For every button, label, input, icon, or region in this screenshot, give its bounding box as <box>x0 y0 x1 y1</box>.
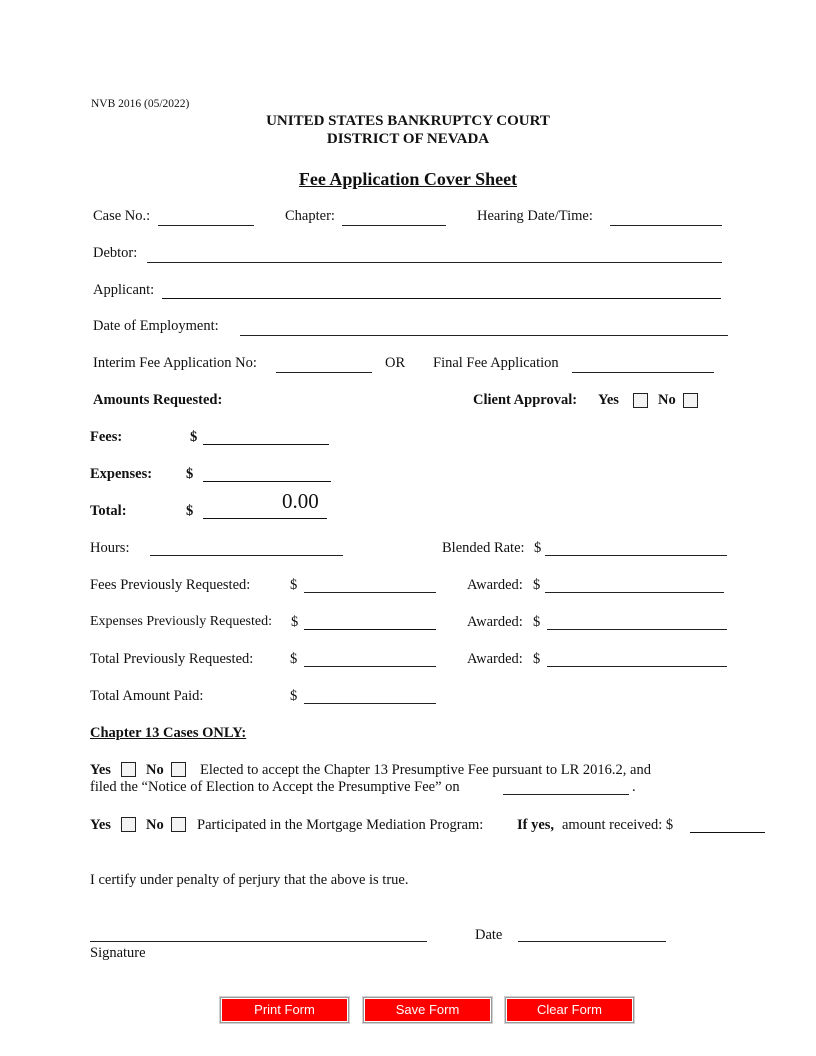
total-paid-currency: $ <box>290 688 298 704</box>
fees-prev-label: Fees Previously Requested: <box>90 577 251 593</box>
date-label: Date <box>475 927 503 943</box>
clear-form-button[interactable]: Clear Form <box>505 997 634 1023</box>
employment-date-label: Date of Employment: <box>93 318 219 334</box>
election-no-checkbox[interactable] <box>171 762 186 777</box>
mediation-no-label: No <box>146 817 164 833</box>
signature-line[interactable] <box>90 941 427 942</box>
fees-prev-field[interactable] <box>304 592 436 593</box>
hours-label: Hours: <box>90 540 130 556</box>
total-awarded-currency: $ <box>533 651 541 667</box>
total-awarded-label: Awarded: <box>467 651 523 667</box>
case-no-label: Case No.: <box>93 208 151 224</box>
expenses-prev-currency: $ <box>291 614 299 630</box>
hearing-field[interactable] <box>610 225 722 226</box>
fees-awarded-label: Awarded: <box>467 577 523 593</box>
save-form-button[interactable]: Save Form <box>363 997 492 1023</box>
expenses-field[interactable] <box>203 481 331 482</box>
total-prev-field[interactable] <box>304 666 436 667</box>
date-field[interactable] <box>518 941 666 942</box>
total-field <box>203 518 327 519</box>
blended-rate-currency: $ <box>534 540 542 556</box>
or-label: OR <box>385 355 406 371</box>
court-name: UNITED STATES BANKRUPTCY COURT <box>266 113 550 129</box>
total-paid-label: Total Amount Paid: <box>90 688 204 704</box>
total-currency: $ <box>186 503 194 519</box>
expenses-prev-field[interactable] <box>304 629 436 630</box>
amounts-heading: Amounts Requested: <box>93 392 223 408</box>
election-yes-checkbox[interactable] <box>121 762 136 777</box>
debtor-field[interactable] <box>147 262 722 263</box>
client-approval-no-checkbox[interactable] <box>683 393 698 408</box>
employment-date-field[interactable] <box>240 335 728 336</box>
mediation-yes-label: Yes <box>90 817 111 833</box>
blended-rate-label: Blended Rate: <box>442 540 525 556</box>
chapter-label: Chapter: <box>285 208 335 224</box>
client-approval-yes-checkbox[interactable] <box>633 393 648 408</box>
case-no-field[interactable] <box>158 225 254 226</box>
mediation-amount-field[interactable] <box>690 832 765 833</box>
applicant-label: Applicant: <box>93 282 155 298</box>
mediation-yes-checkbox[interactable] <box>121 817 136 832</box>
chapter13-heading: Chapter 13 Cases ONLY: <box>90 725 247 741</box>
fees-awarded-currency: $ <box>533 577 541 593</box>
fees-prev-currency: $ <box>290 577 298 593</box>
total-paid-field[interactable] <box>304 703 436 704</box>
final-field[interactable] <box>572 372 714 373</box>
final-label: Final Fee Application <box>433 355 559 371</box>
client-approval-yes-label: Yes <box>598 392 619 408</box>
election-text: Elected to accept the Chapter 13 Presumptive Fee pursuant to LR 2016.2, and <box>200 762 651 778</box>
interim-field[interactable] <box>276 372 372 373</box>
expenses-awarded-currency: $ <box>533 614 541 630</box>
mediation-text: Participated in the Mortgage Mediation Program: <box>197 817 484 833</box>
election-no-label: No <box>146 762 164 778</box>
total-label: Total: <box>90 503 127 519</box>
client-approval-label: Client Approval: <box>473 392 578 408</box>
hours-field[interactable] <box>150 555 343 556</box>
blended-rate-field[interactable] <box>545 555 727 556</box>
chapter-field[interactable] <box>342 225 446 226</box>
form-code: NVB 2016 (05/2022) <box>91 98 190 110</box>
election-date-field[interactable] <box>503 794 629 795</box>
fees-awarded-field[interactable] <box>545 592 724 593</box>
fees-label: Fees: <box>90 429 123 445</box>
election-period: . <box>632 779 636 795</box>
fees-field[interactable] <box>203 444 329 445</box>
print-form-button[interactable]: Print Form <box>220 997 349 1023</box>
expenses-awarded-label: Awarded: <box>467 614 523 630</box>
total-prev-currency: $ <box>290 651 298 667</box>
total-value: 0.00 <box>282 489 319 513</box>
certification-text: I certify under penalty of perjury that the above is true. <box>90 872 409 888</box>
page-title: Fee Application Cover Sheet <box>298 169 518 189</box>
expenses-label: Expenses: <box>90 466 153 482</box>
mediation-amount-label: amount received: $ <box>562 817 674 833</box>
interim-label: Interim Fee Application No: <box>93 355 257 371</box>
mediation-no-checkbox[interactable] <box>171 817 186 832</box>
total-awarded-field[interactable] <box>547 666 727 667</box>
expenses-awarded-field[interactable] <box>547 629 727 630</box>
signature-label: Signature <box>90 945 146 961</box>
client-approval-no-label: No <box>658 392 676 408</box>
total-prev-label: Total Previously Requested: <box>90 651 254 667</box>
hearing-label: Hearing Date/Time: <box>477 208 593 224</box>
election-yes-label: Yes <box>90 762 111 778</box>
expenses-prev-label: Expenses Previously Requested: <box>90 614 272 629</box>
debtor-label: Debtor: <box>93 245 138 261</box>
mediation-if-yes: If yes, <box>517 817 555 833</box>
applicant-field[interactable] <box>162 298 721 299</box>
expenses-currency: $ <box>186 466 194 482</box>
district-name: DISTRICT OF NEVADA <box>326 131 490 147</box>
fees-currency: $ <box>190 429 198 445</box>
election-text-2: filed the “Notice of Election to Accept the Presumptive Fee” on <box>90 779 460 795</box>
